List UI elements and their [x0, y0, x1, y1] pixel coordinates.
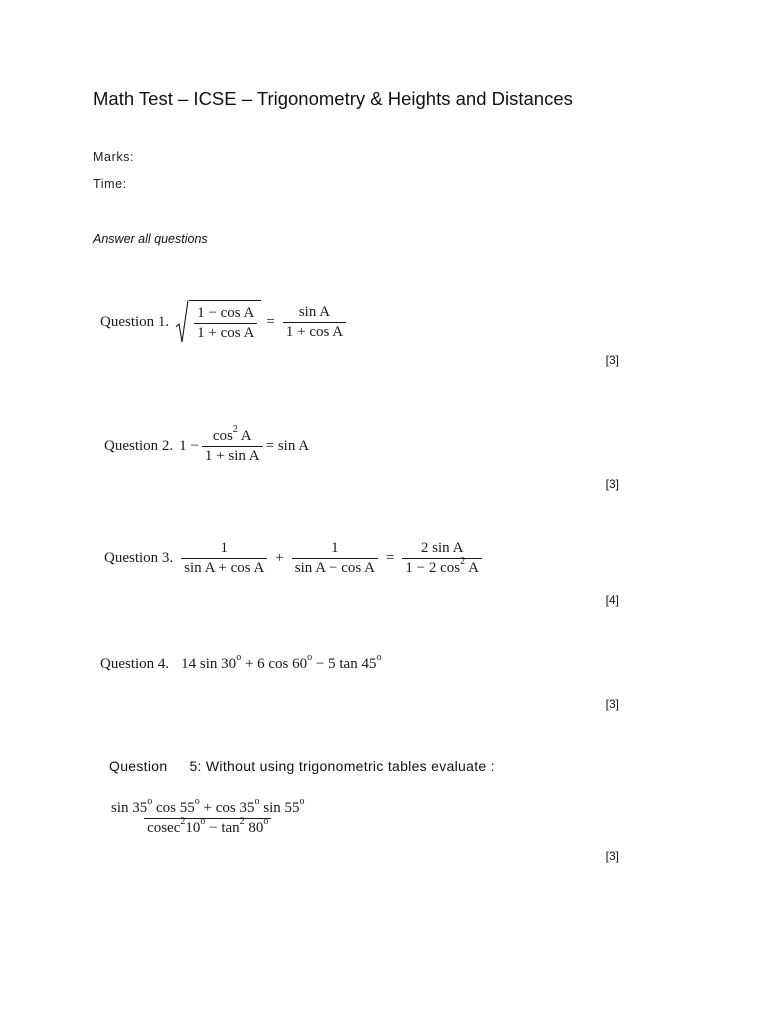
q5-num-b: cos 55: [156, 800, 195, 816]
q1-lhs-fraction: [194, 305, 257, 342]
q3-equals: =: [385, 550, 395, 566]
q4-sup-c: o: [376, 652, 382, 663]
q3-fraction-2: [292, 540, 378, 577]
q2-numerator: [210, 424, 255, 446]
question-5-label-text: 5: Without using trigonometric tables evaluate :: [189, 758, 495, 774]
q5-den-d: 80: [248, 820, 264, 836]
q3-f1-numerator: 1: [220, 540, 228, 556]
q2-marks: [3]: [605, 477, 619, 491]
q5-denominator: [144, 818, 271, 837]
q3-plus: +: [275, 550, 284, 566]
q2-num-base: cos: [212, 428, 233, 444]
q5-den-b: 10: [185, 820, 201, 836]
q2-denominator: 1 + sin A: [202, 446, 263, 465]
q2-num-sup: 2: [232, 424, 238, 435]
q3-f3-den-tail: A: [468, 560, 479, 576]
q4-sup-b: o: [307, 652, 313, 663]
q3-marks: [4]: [605, 593, 619, 607]
q1-lhs-denominator: 1 + cos A: [194, 323, 257, 342]
q5-den-c-sup: 2: [239, 816, 245, 827]
q5-den-a: cosec: [147, 820, 181, 836]
q3-f3-numerator: 2 sin A: [420, 540, 464, 556]
q1-lhs-numerator: 1 − cos A: [197, 305, 255, 321]
q5-num-c-sup: o: [254, 796, 260, 807]
question-4: [100, 652, 382, 673]
q1-rhs-numerator: sin A: [298, 303, 331, 320]
q2-num-tail: A: [240, 428, 252, 444]
q4-marks: [3]: [605, 697, 619, 711]
question-1-label: Question 1.: [100, 313, 170, 330]
question-2: [104, 424, 310, 465]
q2-fraction: [202, 424, 263, 465]
q5-num-b-sup: o: [194, 796, 200, 807]
q3-f1-denominator: sin A + cos A: [181, 558, 267, 577]
q1-marks: [3]: [605, 353, 619, 367]
q3-fraction-1: [181, 540, 267, 577]
q1-rhs-denominator: 1 + cos A: [283, 322, 346, 341]
q2-term1: 1 −: [179, 438, 199, 454]
q2-rhs: = sin A: [265, 438, 310, 454]
q5-num-d-sup: o: [299, 796, 305, 807]
question-3: [104, 540, 485, 577]
q5-num-a: sin 35: [111, 800, 148, 816]
q3-f2-numerator: 1: [331, 540, 339, 556]
square-root: [175, 300, 261, 344]
q5-den-a-sup: 2: [180, 816, 186, 827]
marks-label: Marks:: [93, 150, 135, 164]
q3-f3-den-sup: 2: [460, 556, 466, 567]
question-4-label: Question 4.: [100, 656, 170, 672]
q1-rhs-fraction: [283, 304, 346, 341]
q4-term-b: + 6 cos 60: [244, 656, 308, 672]
instruction-text: Answer all questions: [93, 232, 208, 246]
q3-fraction-3: [402, 540, 482, 577]
q5-numerator: [108, 796, 308, 818]
q5-marks: [3]: [605, 849, 619, 863]
q5-den-b-sup: o: [200, 816, 206, 827]
question-5-word: Question: [109, 758, 168, 774]
question-1: [100, 300, 349, 344]
q5-num-d: sin 55: [263, 800, 300, 816]
q4-expression: [181, 652, 382, 673]
q3-f3-den-base: 1 − 2 cos: [405, 560, 461, 576]
time-label: Time:: [93, 177, 127, 191]
question-5-expression: [108, 796, 308, 837]
radical-sign-icon: [175, 300, 189, 344]
page-title: Math Test – ICSE – Trigonometry & Heights and Distances: [93, 88, 573, 109]
q4-term-c: − 5 tan 45: [315, 656, 377, 672]
q3-f3-denominator: [402, 558, 482, 577]
question-5-text: [109, 758, 495, 774]
q3-f2-denominator: sin A − cos A: [292, 558, 378, 577]
q4-sup-a: o: [236, 652, 242, 663]
question-2-label: Question 2.: [104, 438, 174, 454]
q1-equals: =: [266, 313, 275, 330]
q5-den-c: − tan: [209, 820, 240, 836]
q5-num-c: + cos 35: [203, 800, 255, 816]
q4-term-a: 14 sin 30: [181, 656, 237, 672]
question-3-label: Question 3.: [104, 550, 174, 566]
q5-den-d-sup: o: [263, 816, 269, 827]
q5-fraction: [108, 796, 308, 837]
q5-num-a-sup: o: [147, 796, 153, 807]
